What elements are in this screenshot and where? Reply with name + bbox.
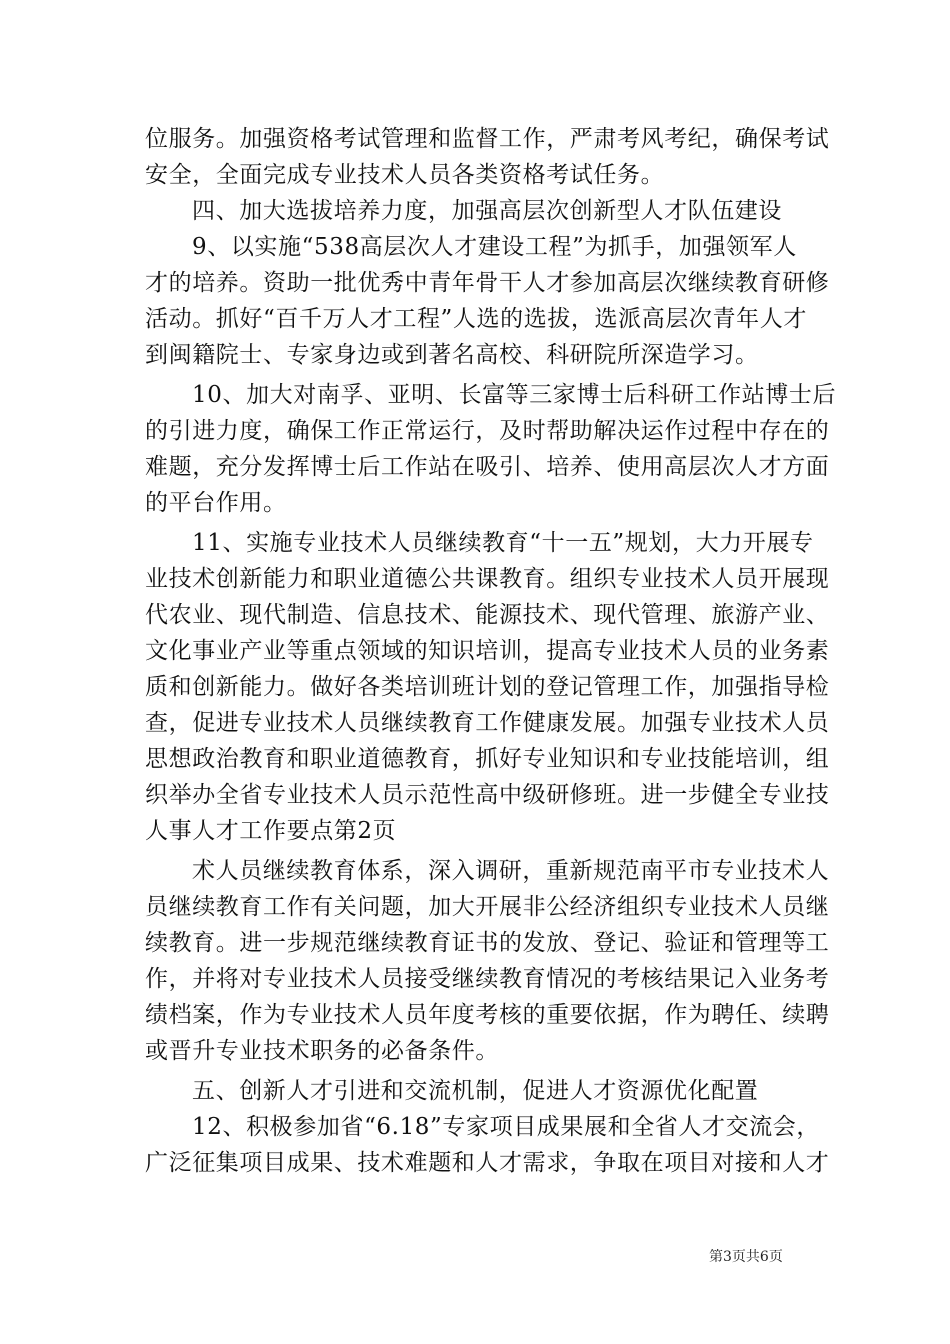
text-line: 或晋升专业技术职务的必备条件。: [145, 1038, 499, 1064]
section-heading: 四、加大选拔培养力度，加强高层次创新型人才队伍建设: [192, 198, 782, 224]
text-line: 查，促进专业技术人员继续教育工作健康发展。加强专业技术人员: [145, 710, 830, 736]
text-line: 12、积极参加省“6.18”专家项目成果展和全省人才交流会，: [192, 1114, 820, 1140]
text-line: 业技术创新能力和职业道德公共课教育。组织专业技术人员开展现: [145, 566, 830, 592]
text-line: 文化事业产业等重点领域的知识培训，提高专业技术人员的业务素: [145, 638, 830, 664]
text-line: 作，并将对专业技术人员接受继续教育情况的考核结果记入业务考: [145, 966, 830, 992]
text-line: 位服务。加强资格考试管理和监督工作，严肃考风考纪，确保考试: [145, 126, 830, 152]
section-heading: 五、创新人才引进和交流机制，促进人才资源优化配置: [192, 1078, 759, 1104]
page-header-label: 人事人才工作要点第2页: [145, 818, 397, 844]
text-line: 广泛征集项目成果、技术难题和人才需求，争取在项目对接和人才: [145, 1150, 830, 1176]
text-line: 9、以实施“538高层次人才建设工程”为抓手，加强领军人: [192, 234, 797, 260]
text-line: 活动。抓好“百千万人才工程”人选的选拔，选派高层次青年人才: [145, 306, 807, 332]
text-line: 的引进力度，确保工作正常运行，及时帮助解决运作过程中存在的: [145, 418, 830, 444]
text-line: 安全，全面完成专业技术人员各类资格考试任务。: [145, 162, 665, 188]
text-line: 才的培养。资助一批优秀中青年骨干人才参加高层次继续教育研修: [145, 270, 830, 296]
text-line: 员继续教育工作有关问题，加大开展非公经济组织专业技术人员继: [145, 894, 830, 920]
text-line: 思想政治教育和职业道德教育，抓好专业知识和专业技能培训，组: [145, 746, 830, 772]
text-line: 的平台作用。: [145, 490, 287, 516]
text-line: 术人员继续教育体系，深入调研，重新规范南平市专业技术人: [192, 858, 830, 884]
text-line: 续教育。进一步规范继续教育证书的发放、登记、验证和管理等工: [145, 930, 830, 956]
text-line: 代农业、现代制造、信息技术、能源技术、现代管理、旅游产业、: [145, 602, 830, 628]
text-line: 到闽籍院士、专家身边或到著名高校、科研院所深造学习。: [145, 342, 759, 368]
text-line: 11、实施专业技术人员继续教育“十一五”规划，大力开展专: [192, 530, 814, 556]
text-line: 10、加大对南孚、亚明、长富等三家博士后科研工作站博士后: [192, 382, 837, 408]
page-number: 第3页共6页: [709, 1249, 783, 1265]
text-line: 难题，充分发挥博士后工作站在吸引、培养、使用高层次人才方面: [145, 454, 830, 480]
text-line: 质和创新能力。做好各类培训班计划的登记管理工作，加强指导检: [145, 674, 830, 700]
text-line: 绩档案，作为专业技术人员年度考核的重要依据，作为聘任、续聘: [145, 1002, 830, 1028]
text-line: 织举办全省专业技术人员示范性高中级研修班。进一步健全专业技: [145, 782, 830, 808]
